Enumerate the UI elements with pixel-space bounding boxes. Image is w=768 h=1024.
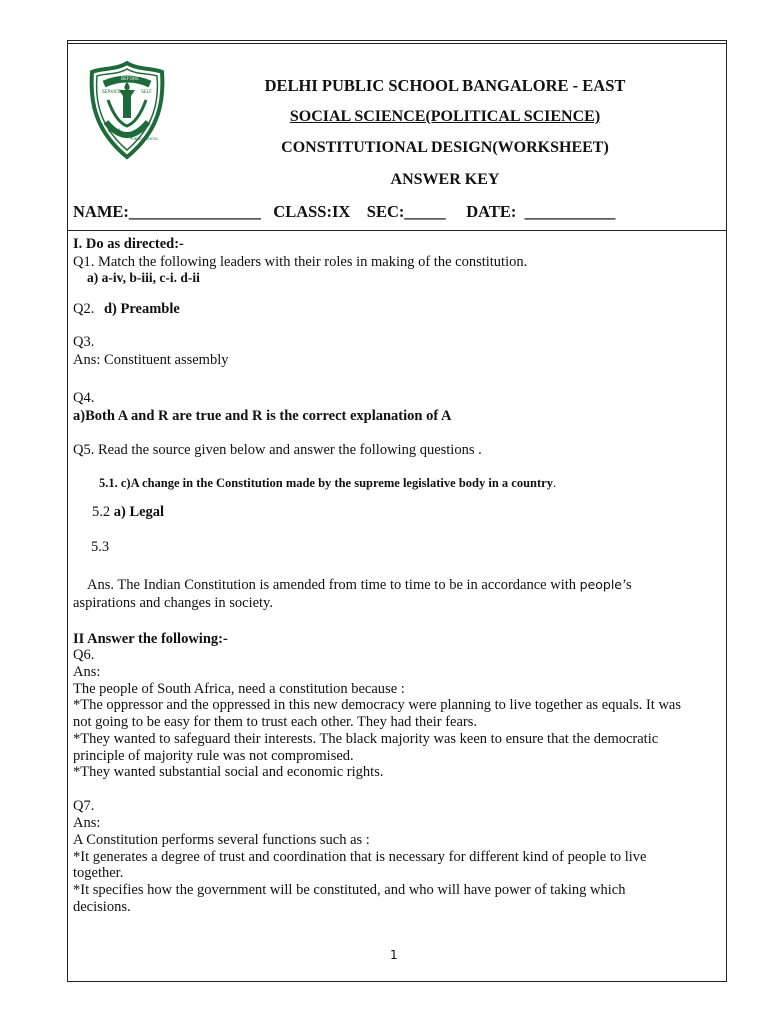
q6-line: *The oppressor and the oppressed in this new democracy were planning to live together as equals. It was <box>73 697 682 713</box>
q7-line: *It specifies how the government will be constituted, and who will have power of taking which <box>73 882 626 898</box>
worksheet-title: CONSTITUTIONAL DESIGN(WORKSHEET) <box>281 139 609 156</box>
q1-text: Q1. Match the following leaders with their roles in making of the constitution. <box>73 254 528 270</box>
q5-3-answer-possessive: ’s <box>622 577 632 593</box>
q1-answer: a) a-iv, b-iii, c-i. d-ii <box>87 270 200 285</box>
q6-ans-label: Ans: <box>73 664 101 680</box>
page-border-double-line <box>67 43 727 44</box>
crest-lower-right: PUBLIC SCHOOL <box>130 137 159 141</box>
q5-3-answer-text: Ans. The Indian Constitution is amended from time to time to be in accordance with <box>87 577 580 593</box>
q5-3-answer-line2: aspirations and changes in society. <box>73 595 273 611</box>
q5-text: Q5. Read the source given below and answer the following questions . <box>73 442 482 458</box>
q6-number: Q6. <box>73 647 95 663</box>
crest-motto-top: BEFORE <box>121 77 140 82</box>
q3-number: Q3. <box>73 334 95 350</box>
subject-title: SOCIAL SCIENCE(POLITICAL SCIENCE) <box>289 108 601 125</box>
crest-motto-right: SELF <box>141 90 152 95</box>
q5-3-answer-line1 <box>87 577 632 594</box>
q7-line: together. <box>73 865 124 881</box>
answer-key-title: ANSWER KEY <box>390 171 500 188</box>
q6-line: *They wanted substantial social and economic rights. <box>73 764 384 780</box>
q7-number: Q7. <box>73 798 95 814</box>
page-number: 1 <box>390 948 398 962</box>
q5-1-answer: 5.1. c)A change in the Constitution made by the supreme legislative body in a country <box>99 476 553 490</box>
q6-line: *They wanted to safeguard their interests. The black majority was keen to ensure that the democratic <box>73 731 659 747</box>
q5-3-answer-word: people <box>579 577 622 592</box>
dps-crest-icon <box>86 60 168 160</box>
q4-number: Q4. <box>73 390 95 406</box>
student-info-line: NAME:________________ CLASS:IX SEC:_____ DATE: ___________ <box>73 202 616 221</box>
crest-lower-left: DELHI <box>108 128 121 133</box>
q5-3-number: 5.3 <box>91 539 110 555</box>
q6-line: principle of majority rule was not compromised. <box>73 748 354 764</box>
q2-answer: d) Preamble <box>103 301 180 317</box>
section-2-heading: II Answer the following:- <box>73 631 228 647</box>
q6-line: not going to be easy for them to trust each other. They had their fears. <box>73 714 478 730</box>
q7-line: *It generates a degree of trust and coordination that is necessary for different kind of people to live <box>73 849 647 865</box>
section-1-heading: I. Do as directed:- <box>73 236 184 252</box>
q7-line: A Constitution performs several functions such as : <box>73 832 370 848</box>
header-divider <box>67 230 727 231</box>
q2-label <box>73 301 180 318</box>
q5-2-answer: a) Legal <box>113 504 165 520</box>
school-name: DELHI PUBLIC SCHOOL BANGALORE - EAST <box>264 76 626 95</box>
q4-answer: a)Both A and R are true and R is the correct explanation of A <box>73 408 452 424</box>
q3-answer: Ans: Constituent assembly <box>73 352 229 368</box>
q5-2-number: 5.2 <box>92 504 114 520</box>
q7-line: decisions. <box>73 899 131 915</box>
q7-ans-label: Ans: <box>73 815 101 831</box>
crest-motto-left: SERVICE <box>102 90 121 95</box>
q5-1-period: . <box>552 476 557 490</box>
q6-line: The people of South Africa, need a constitution because : <box>73 681 405 697</box>
q2-number: Q2. <box>73 301 95 317</box>
q5-2-line <box>92 504 164 521</box>
q5-1-line <box>99 476 556 491</box>
